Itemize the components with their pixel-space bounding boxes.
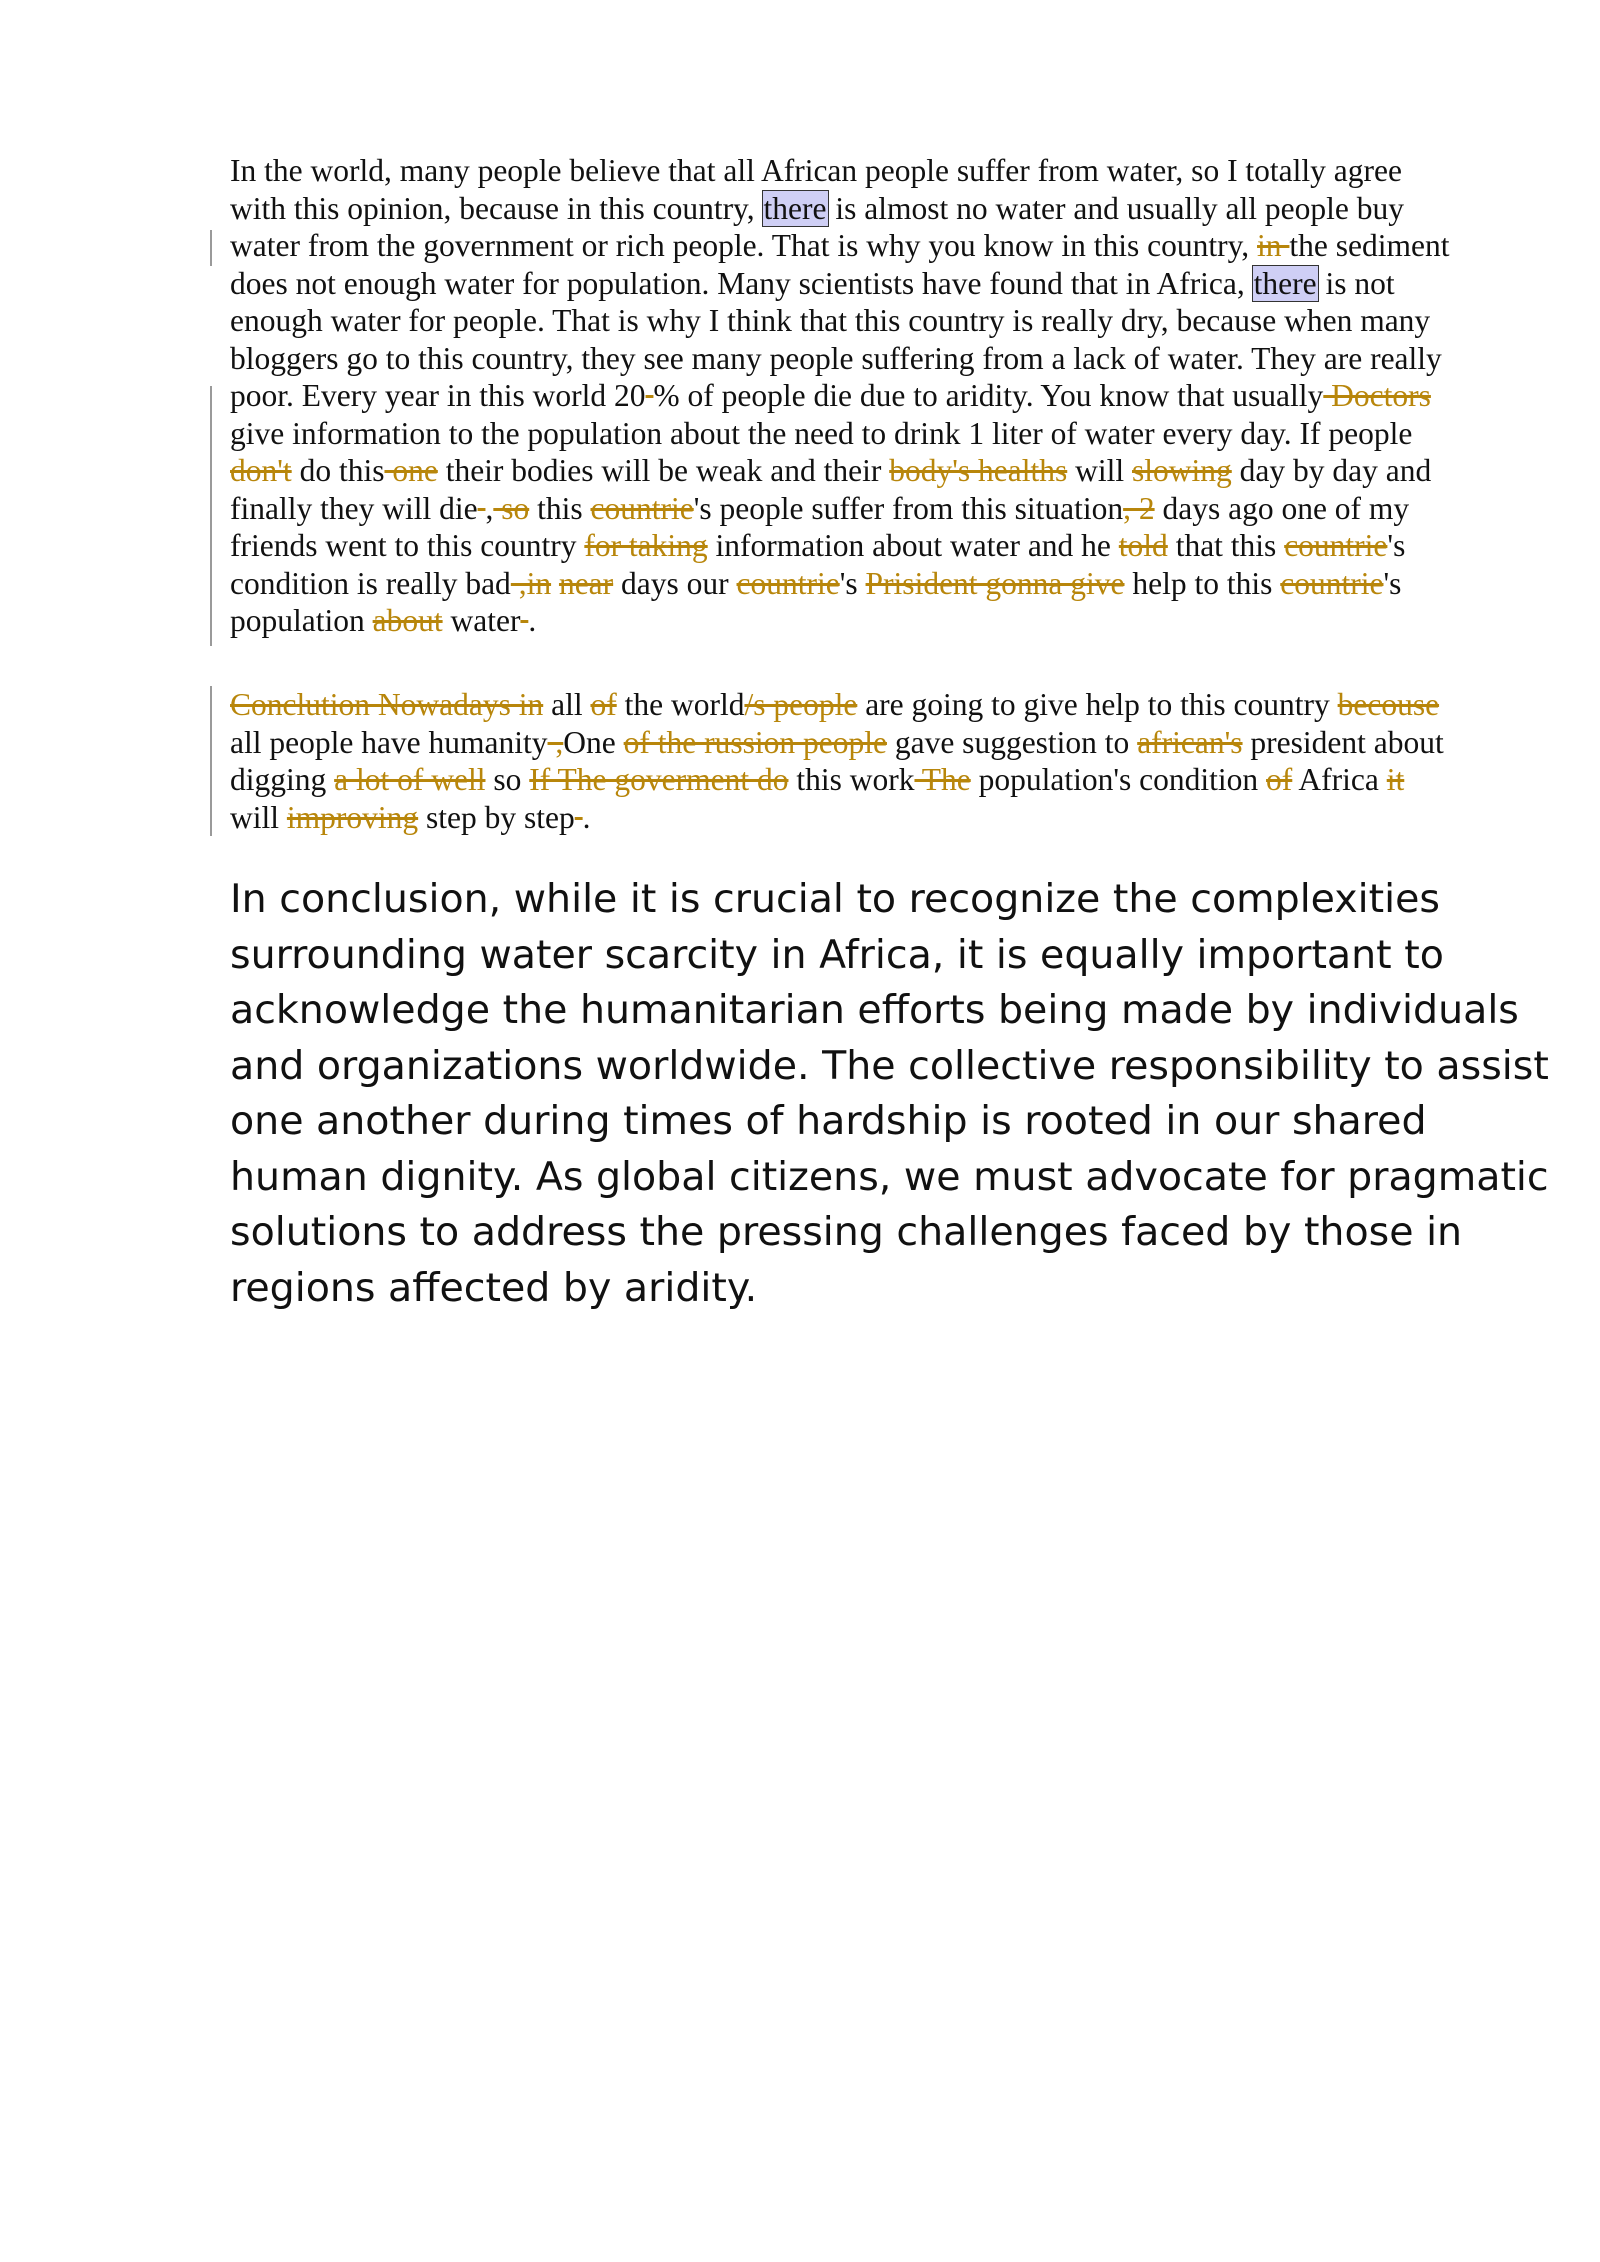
text-run: . [582,799,591,835]
text-run: water from the government or rich people. That is why you know in this country, [230,228,1258,263]
text-run: will [230,799,287,835]
tracked-deletion[interactable]: of [1266,762,1293,797]
tracked-deletion[interactable]: Doctors [1323,378,1431,413]
text-line: regions affected by aridity. [230,1264,758,1311]
text-line [230,152,1500,190]
text-line [230,190,1500,228]
text-run: friends went to this country [230,528,585,563]
text-run: is almost no water and usually all people buy [827,190,1405,226]
text-run: population [230,603,373,638]
text-run: 's [839,565,866,601]
text-run: their bodies will be weak and their [437,453,890,488]
tracked-deletion[interactable]: , 2 [1123,490,1155,526]
text-run: all [543,687,591,722]
tracked-deletion[interactable]: If The goverment do [529,762,789,797]
text-run: is not [1317,265,1395,301]
text-line: human dignity. As global citizens, we must advocate for pragmatic [230,1153,1549,1200]
tracked-deletion[interactable]: so [493,490,530,526]
tracked-deletion[interactable]: one [384,453,438,488]
text-run: finally they will die [230,490,478,526]
tracked-deletion[interactable]: in [1257,228,1290,263]
text-run: step by step [418,799,575,835]
text-run [551,566,559,601]
change-bar [210,386,212,646]
tracked-deletion[interactable]: of [590,687,617,722]
text-run: population's condition [970,762,1267,797]
text-run: do this [291,453,385,488]
text-line: and organizations worldwide. The collective responsibility to assist [230,1042,1549,1089]
highlighted-word[interactable]: there [1253,265,1317,301]
text-line [230,377,1500,415]
text-run: days ago one of my [1154,490,1410,526]
text-run: this [529,490,591,526]
text-line [230,265,1500,303]
text-run: help to this [1124,565,1281,601]
text-line [230,340,1500,378]
tracked-deletion[interactable]: countrie [590,490,694,526]
text-run: . [528,603,537,638]
tracked-deletion[interactable]: improving [286,799,419,835]
text-run: day by day and [1231,453,1432,488]
tracked-deletion[interactable]: don't [230,453,292,488]
highlighted-word[interactable]: there [763,190,827,226]
text-run: the sediment [1289,228,1450,263]
text-run: all people have humanity [230,724,548,760]
tracked-deletion[interactable]: a lot of well [334,762,486,797]
tracked-deletion[interactable]: countrie [1284,528,1388,563]
tracked-deletion[interactable]: countrie [736,565,840,601]
text-line [230,415,1500,453]
tracked-deletion[interactable]: /s people [744,687,858,722]
text-run: condition is really bad [230,565,511,601]
text-line [230,227,1500,265]
paragraph-2[interactable] [230,686,1500,836]
text-line: acknowledge the humanitarian efforts being made by individuals [230,987,1519,1033]
text-line: solutions to address the pressing challenges faced by those in [230,1209,1463,1255]
tracked-deletion[interactable]: body's healths [889,453,1068,488]
text-run: this work [788,762,915,797]
text-run: water [442,603,521,638]
change-bar [210,230,212,266]
text-run: 's [1387,528,1406,563]
text-line [230,686,1500,724]
tracked-deletion[interactable]: countrie [1280,565,1384,601]
text-run: information about water and he [707,528,1119,563]
text-line: In conclusion, while it is crucial to recognize the complexities [230,876,1440,922]
paragraph-1[interactable] [230,152,1500,640]
text-line [230,452,1500,490]
tracked-deletion[interactable]: becouse [1337,687,1440,722]
tracked-deletion[interactable]: The [914,762,971,797]
text-run: gave suggestion to [886,724,1138,760]
text-run: give information to the population about the need to drink 1 liter of water every day. If people [230,415,1413,451]
text-run: does not enough water for population. Many scientists have found that in Africa, [230,265,1253,301]
tracked-deletion[interactable]: , [547,724,564,760]
text-run: In the world, many people believe that all African people suffer from water, so I totally agree [230,153,1402,188]
text-run: bloggers go to this country, they see many people suffering from a lack of water. They are really [230,340,1442,376]
text-run: will [1067,453,1132,488]
text-run: with this opinion, because in this country, [230,190,763,226]
tracked-deletion[interactable]: it [1386,762,1405,797]
text-run: , [485,490,494,526]
text-line [230,602,1500,640]
text-run: 's [1383,565,1402,601]
tracked-deletion[interactable]: Conclution Nowadays in [230,687,544,722]
text-line [230,565,1500,603]
text-line: one another during times of hardship is rooted in our shared [230,1098,1427,1144]
text-run: Africa [1292,762,1387,797]
tracked-deletion[interactable]: african's [1137,724,1243,760]
text-run: 's people suffer from this situation [693,490,1124,526]
text-run: One [563,724,624,760]
tracked-deletion[interactable]: about [372,603,443,638]
tracked-deletion[interactable]: near [558,565,614,601]
tracked-deletion[interactable]: ,in [510,565,552,601]
text-run: poor. Every year in this world 20 [230,378,646,413]
text-run: enough water for people. That is why I think that this country is really dry, because when many [230,303,1431,338]
tracked-deletion[interactable] [575,800,583,835]
text-line [230,302,1500,340]
text-run: so [485,762,530,797]
text-line [230,527,1500,565]
text-run: president about [1242,724,1444,760]
tracked-deletion[interactable]: of the russion people [623,724,887,760]
text-run: the world [616,687,745,722]
tracked-deletion[interactable]: told [1118,528,1168,563]
text-run: days our [613,565,737,601]
text-line [230,761,1500,799]
text-line [230,490,1500,528]
tracked-deletion[interactable]: slowing [1132,453,1232,488]
tracked-deletion[interactable]: for taking [584,528,708,563]
paragraph-3[interactable] [230,872,1549,1316]
text-run: digging [230,762,335,797]
change-bar [210,686,212,836]
text-line [230,799,1500,837]
text-run: are going to give help to this country [857,687,1338,722]
text-line [230,724,1500,762]
tracked-deletion[interactable]: Prisident gonna give [865,565,1125,601]
text-line: surrounding water scarcity in Africa, it is equally important to [230,931,1444,978]
text-run: % of people die due to aridity. You know that usually [653,378,1324,413]
text-run: that this [1167,528,1285,563]
